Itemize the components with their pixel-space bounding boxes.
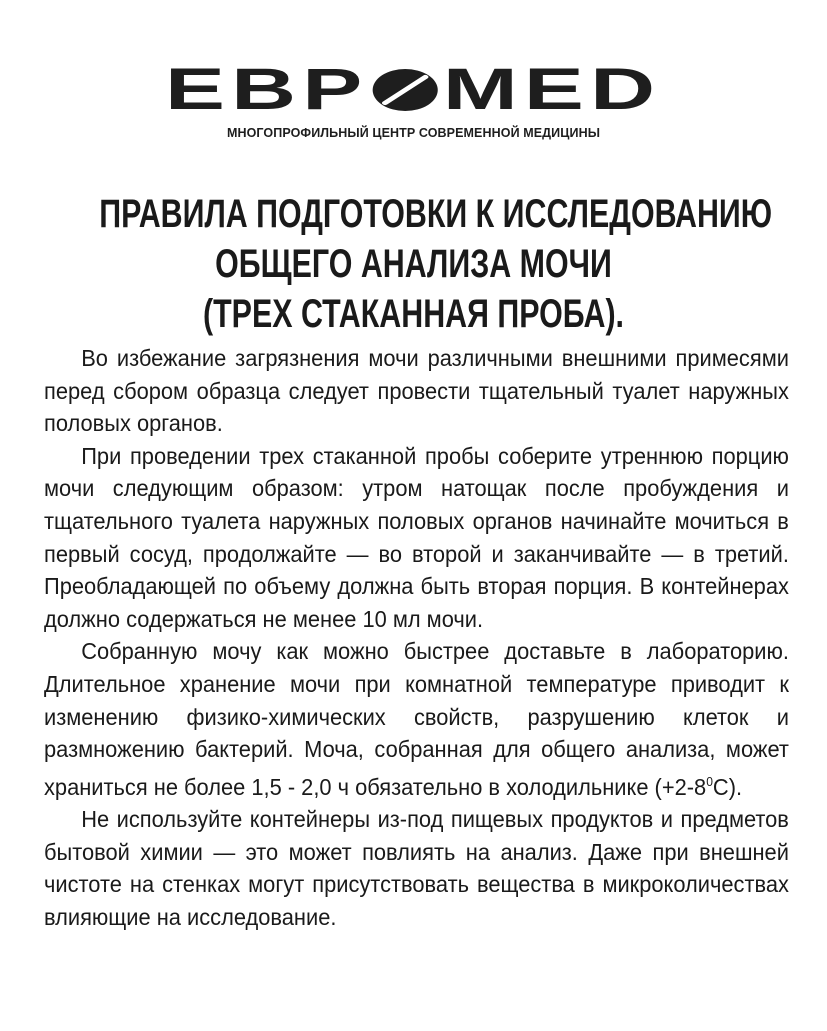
logo-right-text: MED xyxy=(443,57,662,122)
pill-icon xyxy=(372,68,440,112)
paragraph-collection: При проведении трех стаканной пробы соберите утреннюю порцию мочи следующим образом: утром натощак после пробуждения и тщательного туалета наружных половых органов начинайте мочиться в первый сосуд, продолжайте — во второй и заканчивайте — в третий. Преобладающей по объему должна быть вторая порция. В контейнерах должно содержаться не менее 10 мл мочи. xyxy=(44,442,789,632)
title-line-2: ОБЩЕГО АНАЛИЗА МОЧИ xyxy=(215,241,612,286)
paragraph-hygiene: Во избежание загрязнения мочи различными внешними примесями перед сбором образца следует провести тщательный туалет наружных половых органов. xyxy=(44,345,789,437)
paragraph-storage xyxy=(44,635,789,803)
logo-left-text: ЕВР xyxy=(165,57,369,122)
title-line-3: (ТРЕХ СТАКАННАЯ ПРОБА). xyxy=(202,291,625,336)
storage-text: Собранную мочу как можно быстрее доставьте в лабораторию. Длительное хранение мочи при комнатной температуре приводит к изменению физико-химических свойств, разрушению клеток и размножению бактерий. Моча, собранная для общего анализа, может храниться не более 1,5 - 2,0 ч обязательно в холодильнике (+2-8 xyxy=(44,638,789,800)
degree-mark: 0 xyxy=(706,773,713,789)
instructions-body xyxy=(44,342,789,934)
logo xyxy=(0,58,827,140)
storage-text-end: С). xyxy=(712,773,743,800)
logo-wordmark xyxy=(165,58,661,122)
logo-subtitle: МНОГОПРОФИЛЬНЫЙ ЦЕНТР СОВРЕМЕННОЙ МЕДИЦИНЫ xyxy=(226,126,601,140)
title-line-1: ПРАВИЛА ПОДГОТОВКИ К ИССЛЕДОВАНИЮ xyxy=(99,191,773,236)
page-title xyxy=(0,189,827,339)
paragraph-containers: Не используйте контейнеры из-под пищевых продуктов и предметов бытовой химии — это может повлиять на анализ. Даже при внешней чистоте на стенках могут присутствовать вещества в микроколичествах влияющие на исследование. xyxy=(44,806,789,930)
